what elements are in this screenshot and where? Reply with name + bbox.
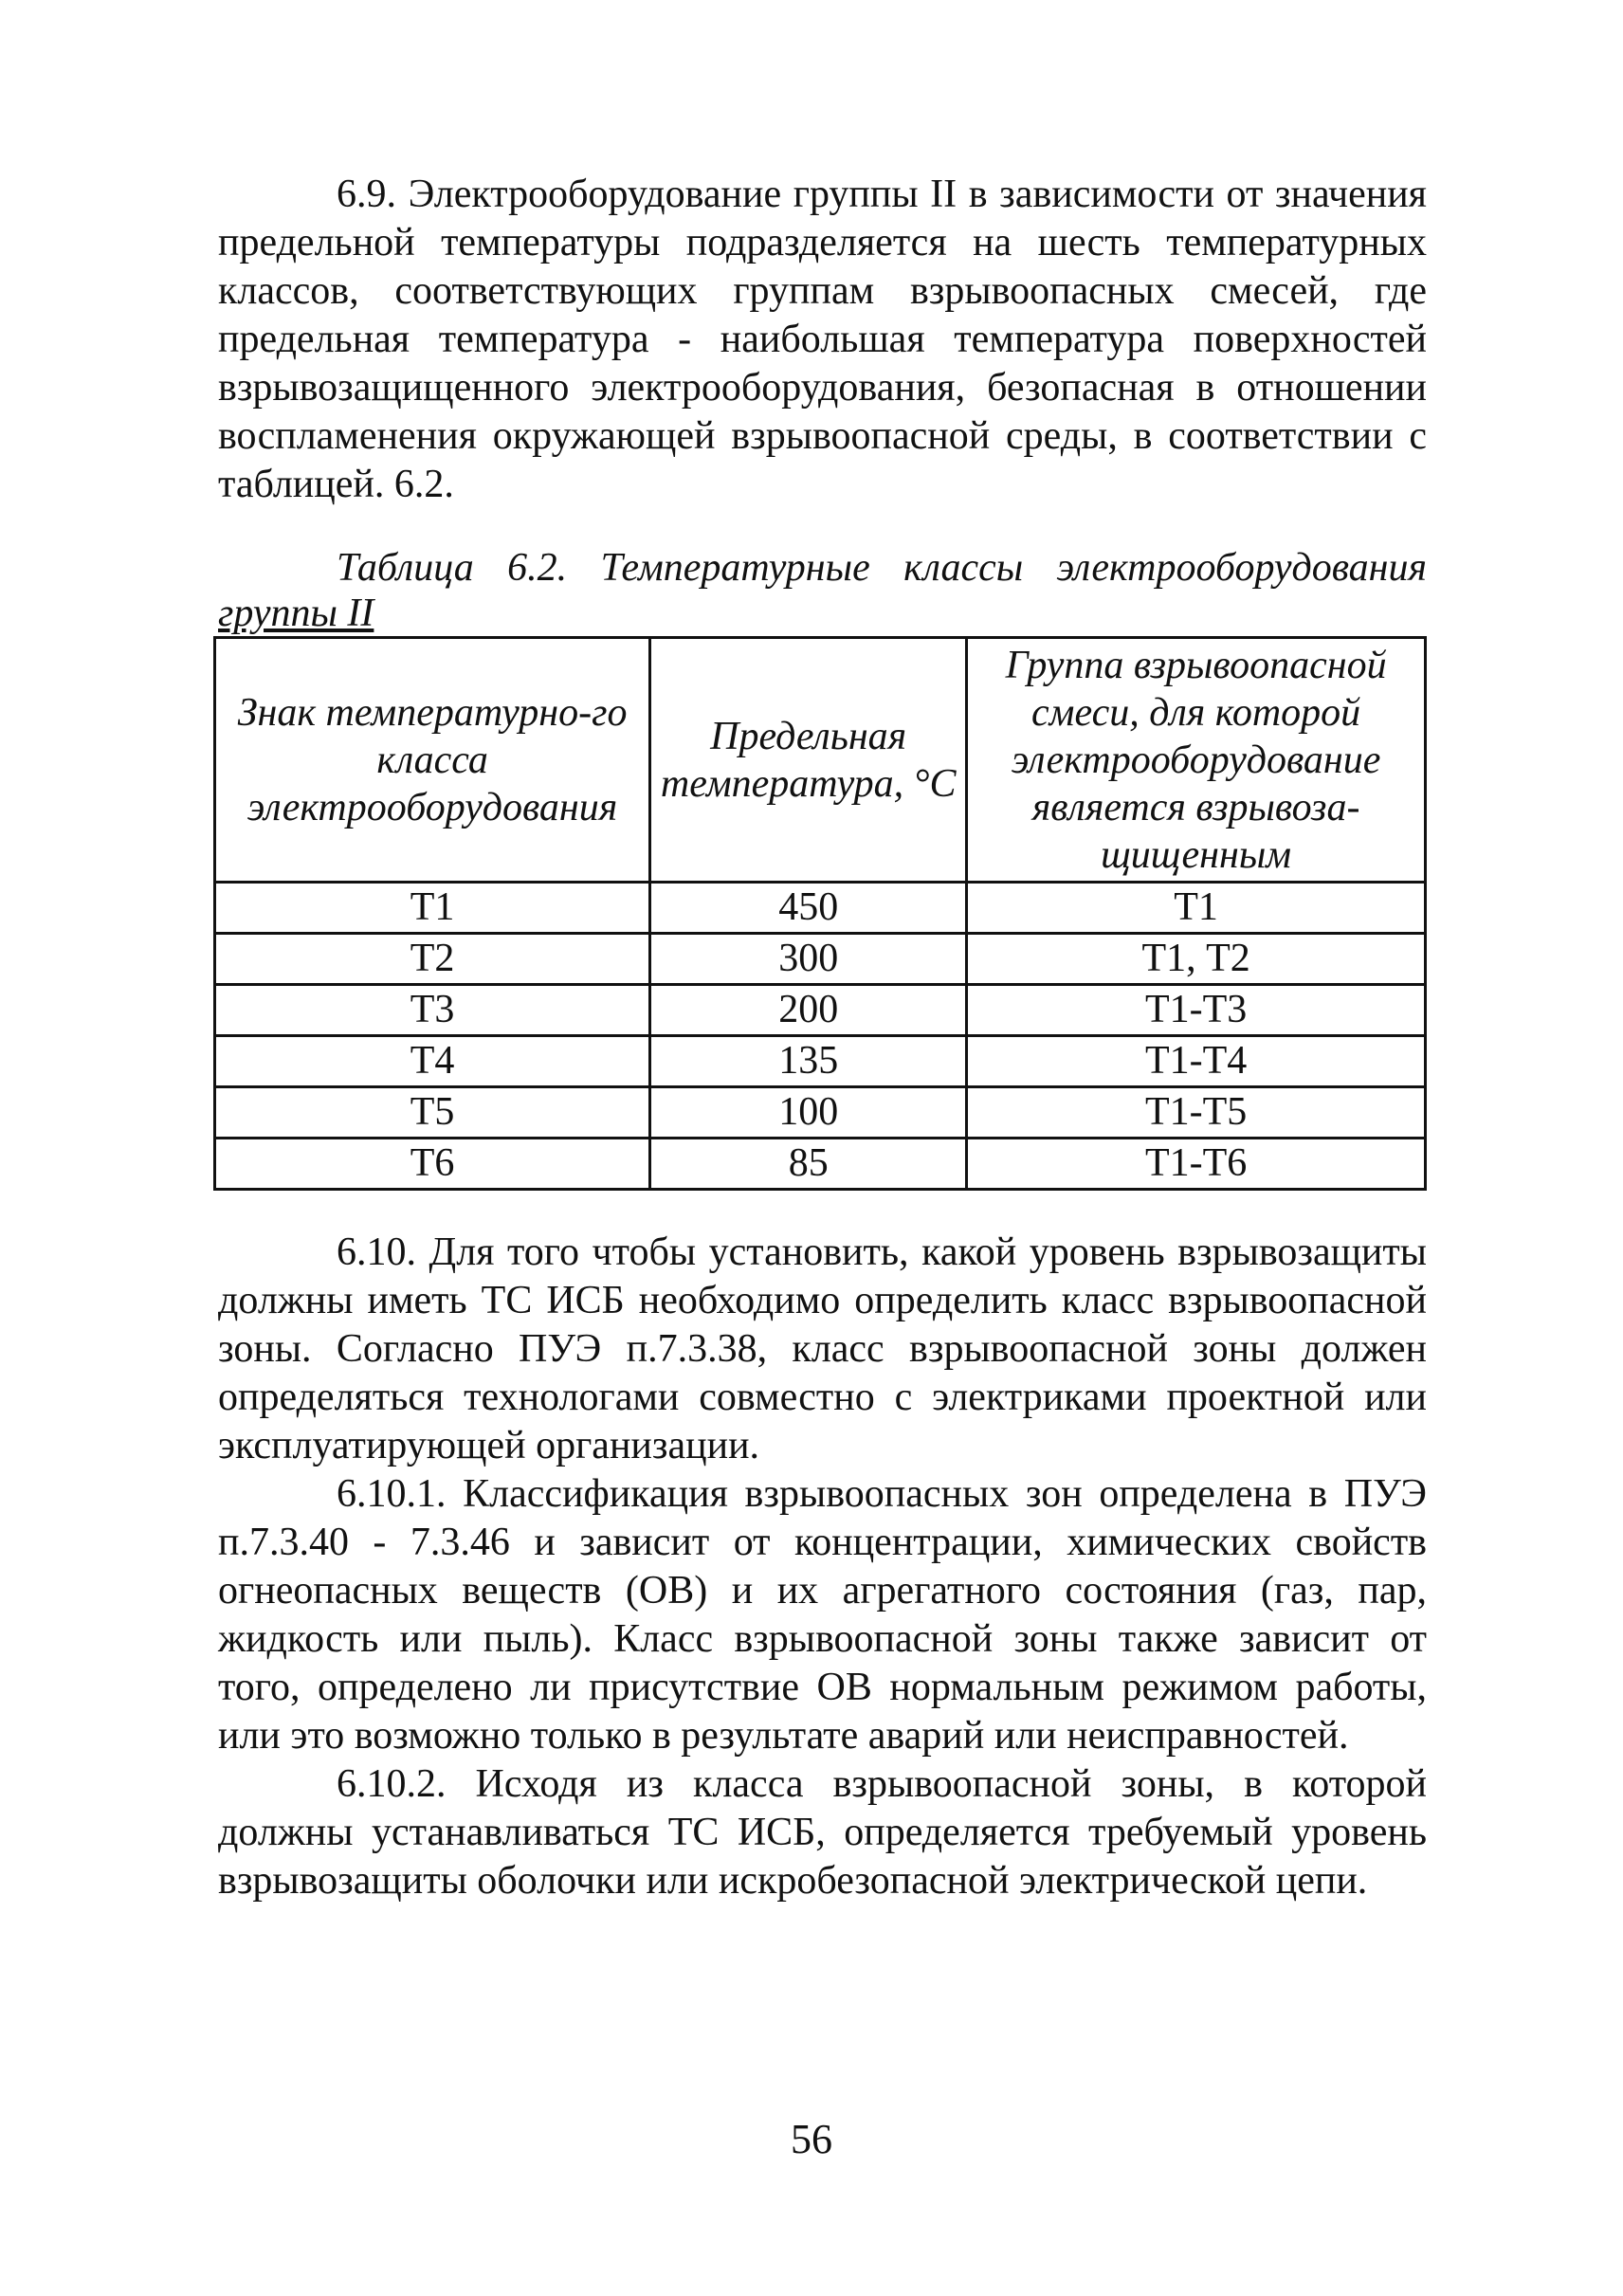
table-row (215, 1087, 1426, 1139)
cell-class: Т4 (215, 1036, 650, 1087)
cell-temperature: 85 (650, 1139, 967, 1190)
table-row (215, 934, 1426, 985)
table-caption-main: Таблица 6.2. Температурные классы электрооборудования (337, 546, 1427, 590)
paragraph-6-10: 6.10. Для того чтобы установить, какой уровень взрывозащиты должны иметь ТС ИСБ необходимо определить класс взрывоопасной зоны. Согласно ПУЭ п.7.3.38, класс взрывоопасной зоны должен определяться технологами совместно с электриками проектной или эксплуатирующей организации. (218, 1230, 1427, 1467)
cell-temperature: 450 (650, 883, 967, 934)
cell-class: Т3 (215, 985, 650, 1036)
cell-group: Т1-Т6 (967, 1139, 1426, 1190)
document-page (218, 171, 1427, 1905)
cell-temperature: 135 (650, 1036, 967, 1087)
cell-temperature: 100 (650, 1087, 967, 1139)
cell-group: Т1-Т4 (967, 1036, 1426, 1087)
table-row (215, 883, 1426, 934)
table-header-row (215, 638, 1426, 883)
cell-temperature: 200 (650, 985, 967, 1036)
body-text-after-table (218, 1229, 1427, 1905)
cell-class: Т2 (215, 934, 650, 985)
cell-class: Т5 (215, 1087, 650, 1139)
cell-class: Т1 (215, 883, 650, 934)
paragraph-6-10-2: 6.10.2. Исходя из класса взрывоопасной зоны, в которой должны устанавливаться ТС ИСБ, определяется требуемый уровень взрывозащиты оболочки или искробезопасной электрической цепи. (218, 1762, 1427, 1903)
cell-class: Т6 (215, 1139, 650, 1190)
cell-temperature: 300 (650, 934, 967, 985)
cell-group: Т1, Т2 (967, 934, 1426, 985)
header-class-sign: Знак температурно-го класса электрооборудования (215, 638, 650, 883)
cell-group: Т1-Т5 (967, 1087, 1426, 1139)
table-row (215, 1036, 1426, 1087)
table-caption (218, 545, 1427, 636)
cell-group: Т1-Т3 (967, 985, 1426, 1036)
paragraph-6-10-1: 6.10.1. Классификация взрывоопасных зон определена в ПУЭ п.7.3.40 - 7.3.46 и зависит от концентрации, химических свойств огнеопасных веществ (ОВ) и их агрегатного состояния (газ, пар, жидкость или пыль). Класс взрывоопасной зоны также зависит от того, определено ли присутствие ОВ нормальным режимом работы, или это возможно только в результате аварий или неисправностей. (218, 1472, 1427, 1758)
paragraph-6-9: 6.9. Электрооборудование группы II в зависимости от значения предельной температуры подразделяется на шесть температурных классов, соответствующих группам взрывоопасных смесей, где предельная температура - наибольшая температура поверхностей взрывозащищенного электрооборудования, безопасная в отношении воспламенения окружающей взрывоопасной среды, в соответствии с таблицей. 6.2. (218, 173, 1427, 506)
table-row (215, 985, 1426, 1036)
header-mixture-group: Группа взрывоопасной смеси, для которой электрооборудование является взрывоза-щищенным (967, 638, 1426, 883)
header-limit-temperature: Предельная температура, °С (650, 638, 967, 883)
temperature-classes-table (213, 636, 1427, 1191)
page-number: 56 (791, 2116, 832, 2162)
table-row (215, 1139, 1426, 1190)
cell-group: Т1 (967, 883, 1426, 934)
table-caption-tail: группы II (218, 592, 374, 635)
